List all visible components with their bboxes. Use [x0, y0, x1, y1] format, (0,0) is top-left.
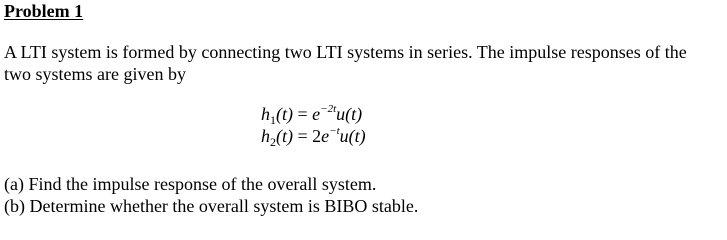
eq1-equals: =: [297, 104, 308, 124]
eq2-argument: (t): [276, 126, 293, 146]
part-b: (b) Determine whether the overall system is BIBO stable.: [4, 196, 419, 216]
problem-heading: Problem 1: [4, 1, 84, 21]
eq2-function: h: [261, 126, 270, 146]
eq2-step: u(t): [339, 126, 366, 146]
eq1-subscript: 1: [270, 113, 276, 127]
statement-line-1: A LTI system is formed by connecting two LTI systems in series. The impulse responses of the: [4, 42, 687, 62]
eq2-subscript: 2: [270, 135, 276, 149]
eq1-argument: (t): [276, 104, 293, 124]
equation-h2: [261, 126, 366, 147]
eq1-exp-base: e: [312, 104, 321, 124]
problem-parts: [4, 173, 418, 217]
equation-h1: [261, 104, 362, 125]
statement-line-2: two systems are given by: [4, 64, 186, 84]
problem-statement: [4, 41, 719, 85]
part-a: (a) Find the impulse response of the overall system.: [4, 174, 377, 194]
eq2-coefficient: 2: [312, 126, 322, 146]
eq1-function: h: [261, 104, 270, 124]
eq1-step: u(t): [336, 104, 363, 124]
eq2-equals: =: [297, 126, 308, 146]
eq2-exp-base: e: [321, 126, 330, 146]
eq1-exponent: −2t: [320, 103, 337, 115]
eq2-exponent: −t: [329, 125, 340, 137]
